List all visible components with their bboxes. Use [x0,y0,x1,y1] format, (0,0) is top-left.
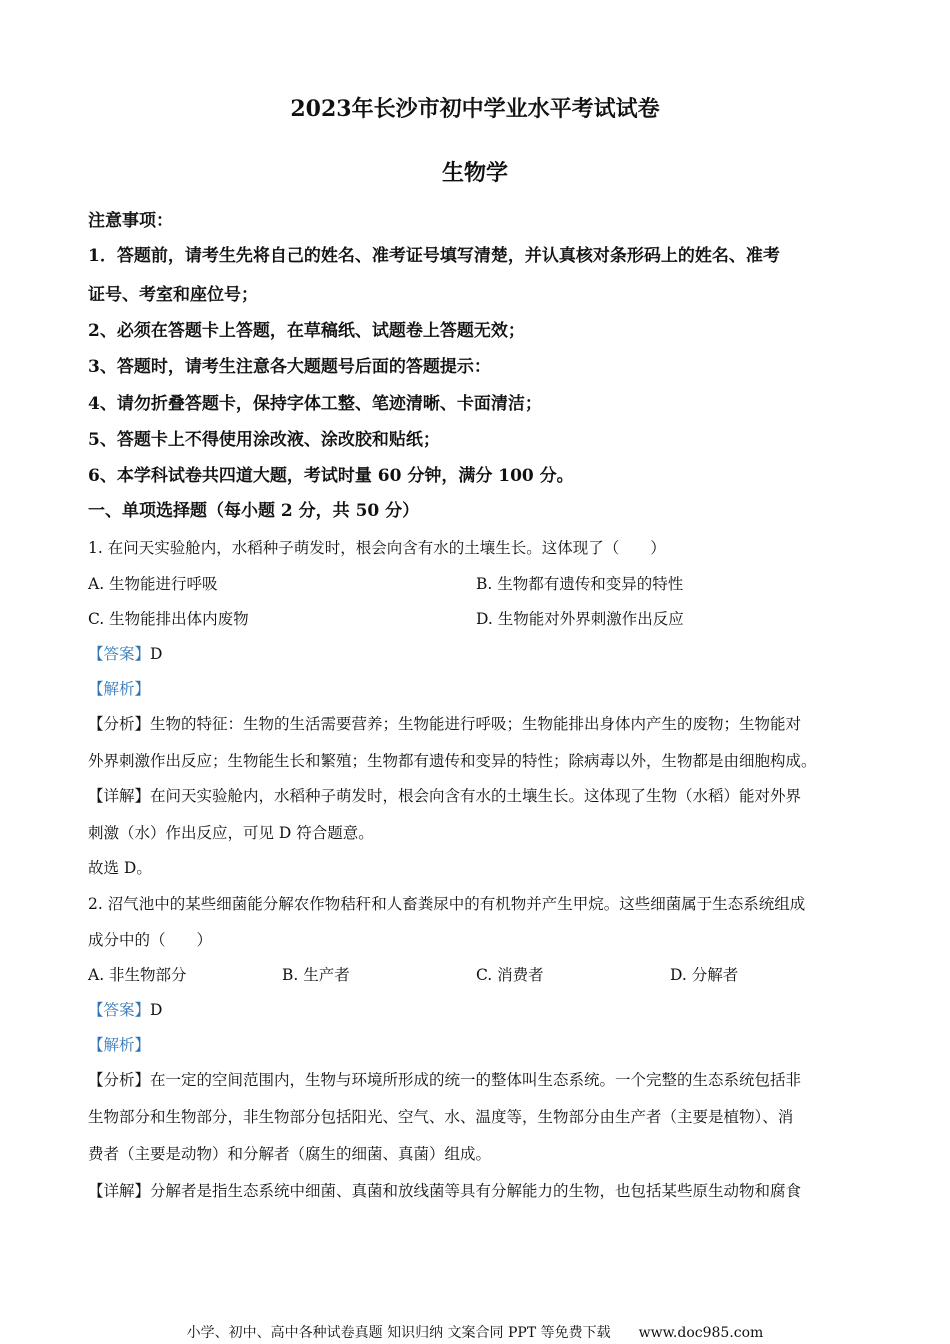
xiangjie-tag: 【详解】 [88,1182,151,1200]
option-d: D. 生物能对外界刺激作出反应 [476,610,684,628]
option-a: A. 非生物部分 [88,966,187,984]
notice-item: 3、答题时，请考生注意各大题题号后面的答题提示： [88,357,491,377]
option-c: C. 生物能排出体内废物 [88,610,249,628]
option-d: D. 分解者 [670,966,739,984]
xiangjie-line [88,1180,868,1202]
notice-item: 1．答题前，请考生先将自己的姓名、准考证号填写清楚，并认真核对条形码上的姓名、准考 [88,246,780,266]
option-c: C. 消费者 [476,966,544,984]
notice-heading: 注意事项： [88,211,173,231]
fenxi-text: 生物部分和生物部分，非生物部分包括阳光、空气、水、温度等，生物部分由生产者（主要是植物）、消 [88,1108,794,1126]
option-a: A. 生物能进行呼吸 [88,575,218,593]
fenxi-tag: 【分析】 [88,715,151,733]
fenxi-text: 费者（主要是动物）和分解者（腐生的细菌、真菌）组成。 [88,1145,492,1163]
xiangjie-line [88,785,868,807]
option-b: B. 生物都有遗传和变异的特性 [476,575,684,593]
conclusion: 故选 D。 [88,859,152,877]
analysis-tag: 【解析】 [88,680,151,698]
fenxi-tag: 【分析】 [88,1071,151,1089]
notice-item: 6、本学科试卷共四道大题，考试时量 60 分钟，满分 100 分。 [88,466,574,486]
section-heading: 一、单项选择题（每小题 2 分，共 50 分） [88,501,420,521]
question-stem: 1. 在问天实验舱内，水稻种子萌发时，根会向含有水的土壤生长。这体现了（ ） [88,539,666,557]
answer-line [88,643,868,665]
answer-tag: 【答案】 [88,1001,151,1019]
answer-value: D [150,1001,163,1019]
xiangjie-tag: 【详解】 [88,787,151,805]
notice-item: 2、必须在答题卡上答题，在草稿纸、试题卷上答题无效； [88,321,525,341]
subject-title: 生物学 [441,160,508,186]
fenxi-text: 生物的特征：生物的生活需要营养；生物能进行呼吸；生物能排出身体内产生的废物；生物能对 [150,715,802,733]
fenxi-line [88,1069,868,1091]
option-b: B. 生产者 [282,966,350,984]
fenxi-text: 在一定的空间范围内，生物与环境所形成的统一的整体叫生态系统。一个完整的生态系统包括非 [150,1071,802,1089]
notice-item: 证号、考室和座位号； [88,285,258,305]
notice-item: 5、答题卡上不得使用涂改液、涂改胶和贴纸； [88,430,440,450]
fenxi-line [88,713,868,735]
xiangjie-text: 刺激（水）作出反应，可见 D 符合题意。 [88,824,374,842]
answer-tag: 【答案】 [88,645,151,663]
question-stem: 2. 沼气池中的某些细菌能分解农作物秸秆和人畜粪尿中的有机物并产生甲烷。这些细菌属于生态系统组成 [88,895,806,913]
fenxi-text: 外界刺激作出反应；生物能生长和繁殖；生物都有遗传和变异的特性；除病毒以外，生物都是由细胞构成。 [88,752,817,770]
xiangjie-text: 在问天实验舱内，水稻种子萌发时，根会向含有水的土壤生长。这体现了生物（水稻）能对外界 [150,787,802,805]
footer-text: 小学、初中、高中各种试卷真题 知识归纳 文案合同 PPT 等免费下载 www.doc985.com [186,1325,764,1341]
exam-title: 2023年长沙市初中学业水平考试试卷 [290,96,660,122]
xiangjie-text: 分解者是指生态系统中细菌、真菌和放线菌等具有分解能力的生物，也包括某些原生动物和腐食 [150,1182,802,1200]
question-stem: 成分中的（ ） [88,931,213,949]
answer-line [88,999,868,1021]
notice-item: 4、请勿折叠答题卡，保持字体工整、笔迹清晰、卡面清洁； [88,394,542,414]
answer-value: D [150,645,163,663]
analysis-tag: 【解析】 [88,1036,151,1054]
